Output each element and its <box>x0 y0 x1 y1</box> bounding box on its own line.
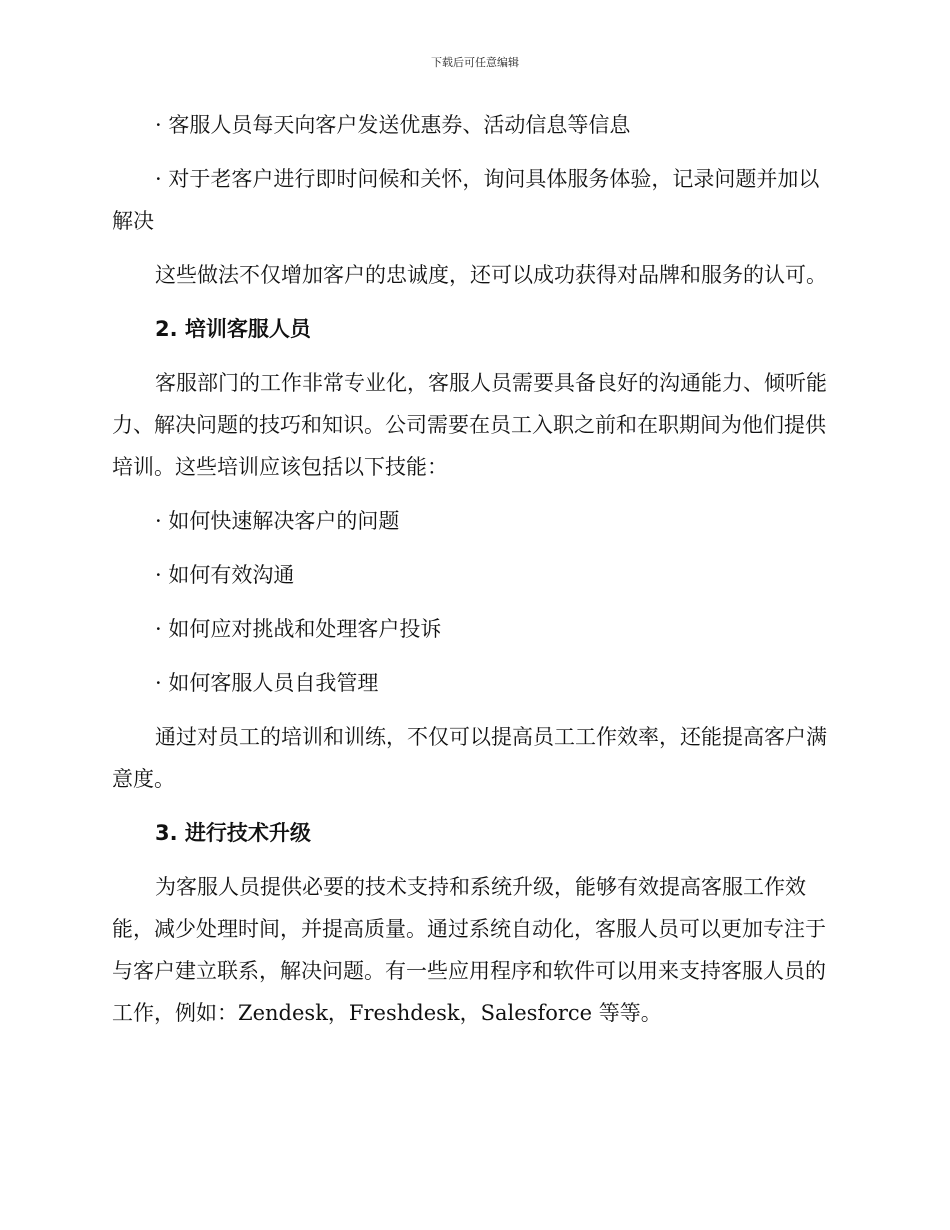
paragraph-training-benefit: 通过对员工的培训和训练，不仅可以提高员工工作效率，还能提高客户满意度。 <box>112 725 827 791</box>
skill-item: · 如何有效沟通 <box>155 563 295 587</box>
paragraph-tech-upgrade: 为客服人员提供必要的技术支持和系统升级，能够有效提高客服工作效能，减少处理时间，并提高质量。通过系统自动化，客服人员可以更加专注于与客户建立联系，解决问题。有一些应用程序和软件可以用来支持客服人员的工作，例如：Zendesk，Freshdesk，Salesforce 等等。 <box>112 875 826 1025</box>
bullet-send-coupons: · 客服人员每天向客户发送优惠券、活动信息等信息 <box>155 113 631 137</box>
skill-item: · 如何客服人员自我管理 <box>155 671 379 695</box>
document-body <box>112 104 830 1046</box>
section-heading-tech-upgrade: 3. 进行技术升级 <box>155 821 311 845</box>
page-header-note: 下载后可任意编辑 <box>431 56 519 69</box>
paragraph-loyalty: 这些做法不仅增加客户的忠诚度，还可以成功获得对品牌和服务的认可。 <box>155 263 827 287</box>
skill-item: · 如何应对挑战和处理客户投诉 <box>155 617 442 641</box>
section-heading-training: 2. 培训客服人员 <box>155 317 311 341</box>
bullet-old-customer-care: · 对于老客户进行即时问候和关怀，询问具体服务体验，记录问题并加以解决 <box>112 167 820 233</box>
skill-item: · 如何快速解决客户的问题 <box>155 509 400 533</box>
paragraph-training-intro: 客服部门的工作非常专业化，客服人员需要具备良好的沟通能力、倾听能力、解决问题的技巧和知识。公司需要在员工入职之前和在职期间为他们提供培训。这些培训应该包括以下技能： <box>112 371 827 479</box>
